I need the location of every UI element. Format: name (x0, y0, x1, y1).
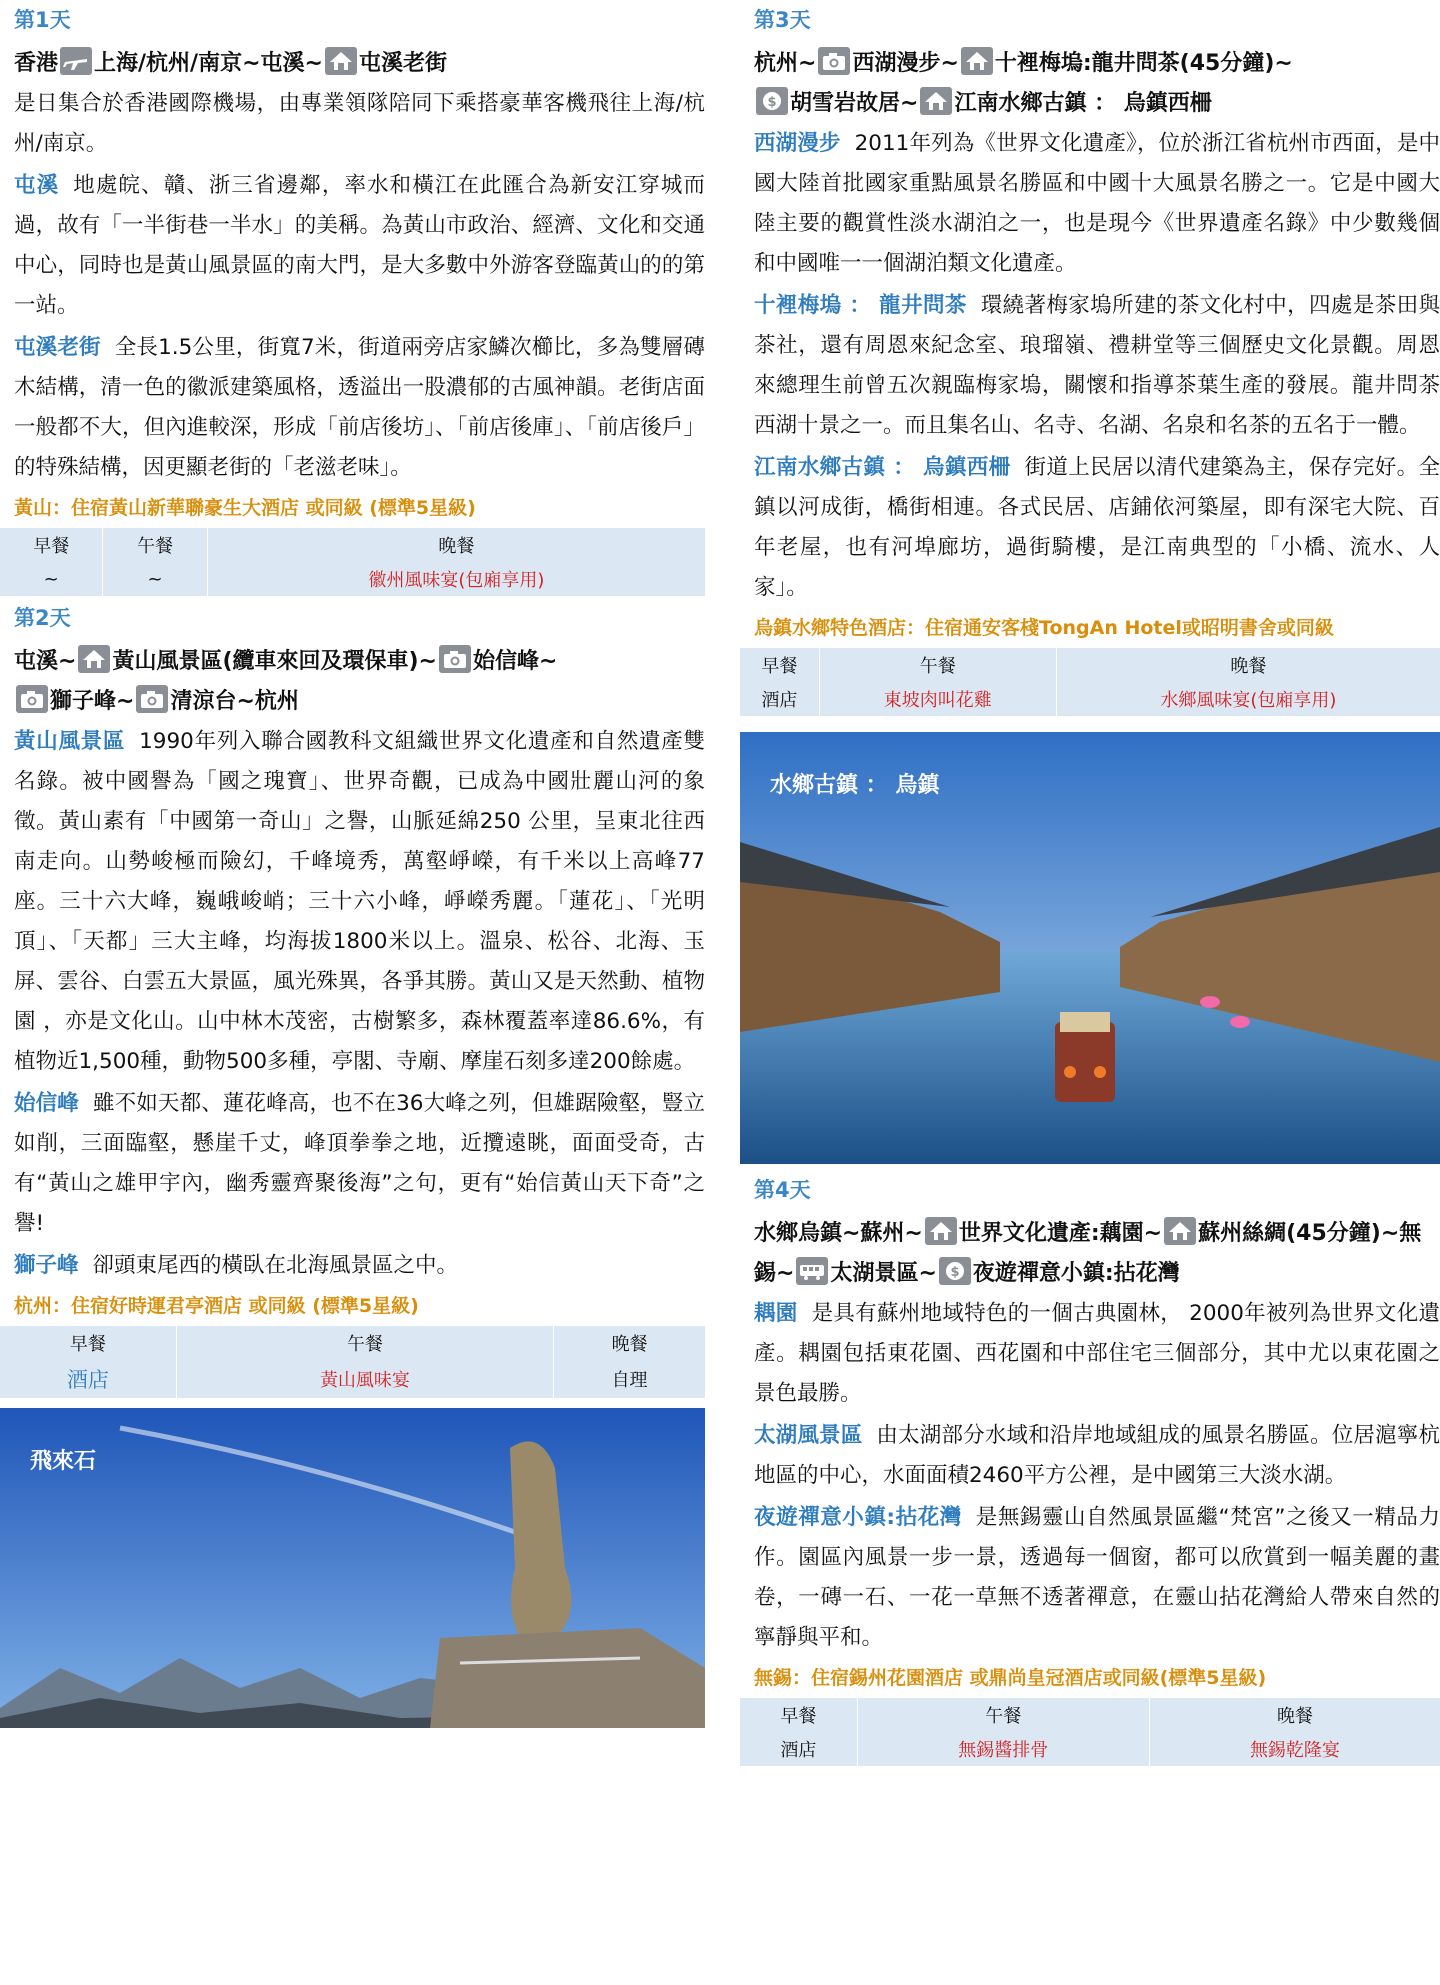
meal-value: 酒店 (740, 682, 819, 716)
section-title: 耦園 (754, 1301, 798, 1326)
route-stop: 江南水鄉古鎮 ： 烏鎮西柵 (954, 91, 1212, 116)
route-stop: 世界文化遺產:藕園~ (958, 1221, 1163, 1246)
day-route (754, 44, 1440, 124)
svg-text:$: $ (767, 95, 777, 110)
day-heading: 第4天 (754, 1178, 811, 1202)
route-stop: 夜遊禪意小鎮:拈花灣 (972, 1261, 1180, 1286)
meal-header: 午餐 (176, 1326, 553, 1360)
route-stop: 水鄉烏鎮~蘇州~ (754, 1221, 923, 1246)
section-text: 2011年列為《世界文化遺產》，位於浙江省杭州市西面，是中國大陸首批國家重點風景名勝區和中國十大風景名勝之一。它是中國大陸主要的觀賞性淡水湖泊之一，也是現今《世界遺產名錄》中少數幾個和中國唯一一個湖泊類文化遺產。 (754, 131, 1440, 276)
section-text: 環繞著梅家塢所建的茶文化村中，四處是茶田與茶社，還有周恩來紀念室、琅瑠嶺、禮耕堂等三個歷史文化景觀。周恩來總理生前曾五次親臨梅家塢，關懷和指導茶葉生產的發展。龍井問茶西湖十景之一。而且集名山、名寺、名湖、名泉和名茶的五名于一體。 (754, 293, 1440, 438)
section-text: 雖不如天都、蓮花峰高，也不在36大峰之列，但雄踞險壑，豎立如削，三面臨壑，懸崖千丈，峰頂拳拳之地，近攬遠眺，面面受奇，古有“黃山之雄甲宇內，幽秀靈齊聚後海”之句，更有“始信黃山天下奇”之譽! (14, 1091, 705, 1236)
meal-value: ~ (103, 562, 207, 596)
meal-value: ~ (0, 562, 103, 596)
section-title: 十裡梅塢 ： 龍井問茶 (754, 293, 967, 318)
section-paragraph (754, 286, 1440, 446)
svg-text:$: $ (950, 1265, 960, 1280)
day-heading: 第2天 (14, 606, 71, 630)
section-text: 地處皖、贛、浙三省邊鄰，率水和橫江在此匯合為新安江穿城而過，故有「一半街巷一半水」的美稱。為黃山市政治、經濟、文化和交通中心，同時也是黃山風景區的南大門，是大多數中外游客登臨黃山的的第一站。 (14, 173, 705, 318)
meal-value: 東坡肉叫花雞 (819, 682, 1056, 716)
meals-table (0, 1326, 705, 1398)
day-route (754, 1214, 1440, 1294)
route-stop: 西湖漫步~ (852, 51, 959, 76)
photo-caption: 飛來石 (30, 1449, 97, 1474)
section-paragraph (754, 448, 1440, 608)
section-title: 夜遊禪意小鎮:拈花灣 (754, 1505, 962, 1530)
meal-value: 酒店 (740, 1732, 857, 1766)
section-title: 屯溪老街 (14, 335, 101, 360)
meal-value: 無錫醬排骨 (857, 1732, 1149, 1766)
hotel-info: 黃山：住宿黃山新華聯豪生大酒店 或同級 (標準5星級) (14, 497, 476, 519)
section-title: 獅子峰 (14, 1253, 79, 1278)
section-text: 1990年列入聯合國教科文組織世界文化遺產和自然遺產雙名錄。被中國譽為「國之瑰寶」、世界奇觀，已成為中國壯麗山河的象徵。黃山素有「中國第一奇山」之譽，山脈延綿250 公里，呈東北往西南走向。山勢峻極而險幻，千峰境秀，萬壑崢嶸，有千米以上高峰77座。三十六大峰，巍峨峻峭；三十六小峰，崢嶸秀麗。「蓮花」、「光明頂」、「天都」三大主峰，均海拔1800米以上。溫泉、松谷、北海、玉屏、雲谷、白雲五大景區，風光殊異，各爭其勝。黃山又是天然動、植物園 ，亦是文化山。山中林木茂密，古樹繁多，森林覆蓋率達86.6%，有植物近1,500種，動物500多種，亭閣、寺廟、摩崖石刻多達200餘處。 (14, 729, 705, 1074)
home-icon (920, 87, 952, 115)
section-title: 江南水鄉古鎮 ： 烏鎮西柵 (754, 455, 1011, 480)
meals-table (0, 528, 705, 596)
route-stop: 太湖景區~ (830, 1261, 937, 1286)
feilaishi-photo (0, 1408, 705, 1728)
hotel-info: 杭州：住宿好時運君亭酒店 或同級 (標準5星級) (14, 1295, 419, 1317)
section-text: 全長1.5公里，街寬7米，街道兩旁店家鱗次櫛比，多為雙層磚木結構，清一色的徽派建築風格，透溢出一股濃郁的古風神韻。老街店面一般都不大，但內進較深，形成「前店後坊」、「前店後庫」、「前店後戶」的特殊結構，因更顯老街的「老滋老味」。 (14, 335, 705, 480)
meal-header: 早餐 (740, 648, 819, 682)
wuzhen-photo (740, 732, 1440, 1164)
home-icon (1164, 1217, 1196, 1245)
meal-value: 自理 (611, 1370, 648, 1391)
meal-value: 無錫乾隆宴 (1249, 1740, 1340, 1761)
section-paragraph (754, 1294, 1440, 1414)
camera-icon (136, 685, 168, 713)
section-text: 卻頭東尾西的橫臥在北海風景區之中。 (92, 1253, 459, 1278)
dollar-icon (756, 87, 788, 115)
section-paragraph (14, 166, 705, 326)
section-title: 黃山風景區 (14, 729, 126, 754)
bus-icon (796, 1257, 828, 1285)
route-stop: 香港 (14, 51, 59, 76)
meal-header: 午餐 (857, 1698, 1149, 1732)
section-paragraph (14, 722, 705, 1082)
section-paragraph (14, 1246, 705, 1286)
section-title: 西湖漫步 (754, 131, 841, 156)
day-heading: 第1天 (14, 8, 71, 32)
left-column (0, 0, 705, 1728)
section-paragraph (754, 1498, 1440, 1658)
mountain-scene (0, 1408, 705, 1728)
meal-value: 黃山風味宴 (176, 1360, 553, 1398)
meals-table (740, 1698, 1440, 1766)
section-title: 太湖風景區 (754, 1423, 863, 1448)
section-title: 屯溪 (14, 173, 60, 198)
meal-header: 午餐 (103, 528, 207, 562)
section-paragraph (14, 328, 705, 488)
route-stop: 屯溪老街 (358, 51, 447, 76)
route-stop: 十裡梅塢:龍井問茶(45分鐘)~ (994, 51, 1293, 76)
meal-header: 早餐 (0, 1326, 176, 1360)
section-text: 是無錫靈山自然風景區繼“梵宮”之後又一精品力作。園區內風景一步一景，透過每一個窗，都可以欣賞到一幅美麗的畫卷，一磚一石、一花一草無不透著禪意，在靈山拈花灣給人帶來自然的寧靜與平和。 (754, 1505, 1440, 1650)
right-column (740, 0, 1440, 1766)
route-stop: 黃山風景區(纜車來回及環保車)~ (112, 649, 437, 674)
camera-icon (16, 685, 48, 713)
meal-value: 酒店 (0, 1360, 176, 1398)
meal-header: 晚餐 (1230, 656, 1267, 677)
meal-header: 晚餐 (1276, 1706, 1313, 1727)
camera-icon (439, 645, 471, 673)
meal-header: 晚餐 (438, 536, 475, 557)
meals-table (740, 648, 1440, 716)
section-text: 由太湖部分水域和沿岸地域組成的風景名勝區。位居滬寧杭地區的中心，水面面積2460平方公裡，是中國第三大淡水湖。 (754, 1423, 1440, 1488)
section-text: 是具有蘇州地域特色的一個古典園林， 2000年被列為世界文化遺產。耦園包括東花園、西花園和中部住宅三個部分，其中尤以東花園之景色最勝。 (754, 1301, 1440, 1406)
day-route (14, 642, 705, 722)
section-text: 街道上民居以清代建築為主，保存完好。全鎮以河成街，橋街相連。各式民居、店鋪依河築屋，即有深宅大院、百年老屋，也有河埠廊坊，過街騎樓，是江南典型的「小橋、流水、人家」。 (754, 455, 1440, 600)
photo-caption: 水鄉古鎮 ： 烏鎮 (770, 773, 940, 798)
meal-value: 水鄉風味宴(包廂享用) (1160, 690, 1337, 711)
meal-header: 午餐 (819, 648, 1056, 682)
route-stop: 上海/杭州/南京~屯溪~ (94, 51, 323, 76)
home-icon (78, 645, 110, 673)
section-paragraph (754, 124, 1440, 284)
route-stop: 杭州~ (754, 51, 817, 76)
route-stop: 屯溪~ (14, 649, 77, 674)
meal-value: 徽州風味宴(包廂享用) (368, 570, 545, 591)
meal-header: 晚餐 (611, 1334, 648, 1355)
route-stop: 蘇州絲綢(45分鐘)~無錫~ (754, 1221, 1422, 1286)
meal-header: 早餐 (0, 528, 103, 562)
home-icon (961, 47, 993, 75)
route-stop: 胡雪岩故居~ (790, 91, 919, 116)
hotel-info: 烏鎮水鄉特色酒店：住宿通安客棧TongAn Hotel或昭明書舍或同級 (754, 617, 1334, 639)
route-stop: 獅子峰~ (50, 689, 135, 714)
day-heading: 第3天 (754, 8, 811, 32)
plane-icon (60, 47, 92, 75)
route-stop: 清涼台~杭州 (170, 689, 299, 714)
section-paragraph (754, 1416, 1440, 1496)
meal-header: 早餐 (740, 1698, 857, 1732)
route-stop: 始信峰~ (472, 649, 558, 674)
hotel-info: 無錫：住宿錫州花園酒店 或鼎尚皇冠酒店或同級(標準5星級) (754, 1667, 1267, 1689)
camera-icon (818, 47, 850, 75)
intro-text: 是日集合於香港國際機場，由專業領隊陪同下乘搭豪華客機飛往上海/杭州/南京。 (14, 91, 705, 156)
dollar-icon (939, 1257, 971, 1285)
section-paragraph (14, 1084, 705, 1244)
section-title: 始信峰 (14, 1091, 79, 1116)
home-icon (925, 1217, 957, 1245)
home-icon (325, 47, 357, 75)
day-route (14, 44, 705, 84)
